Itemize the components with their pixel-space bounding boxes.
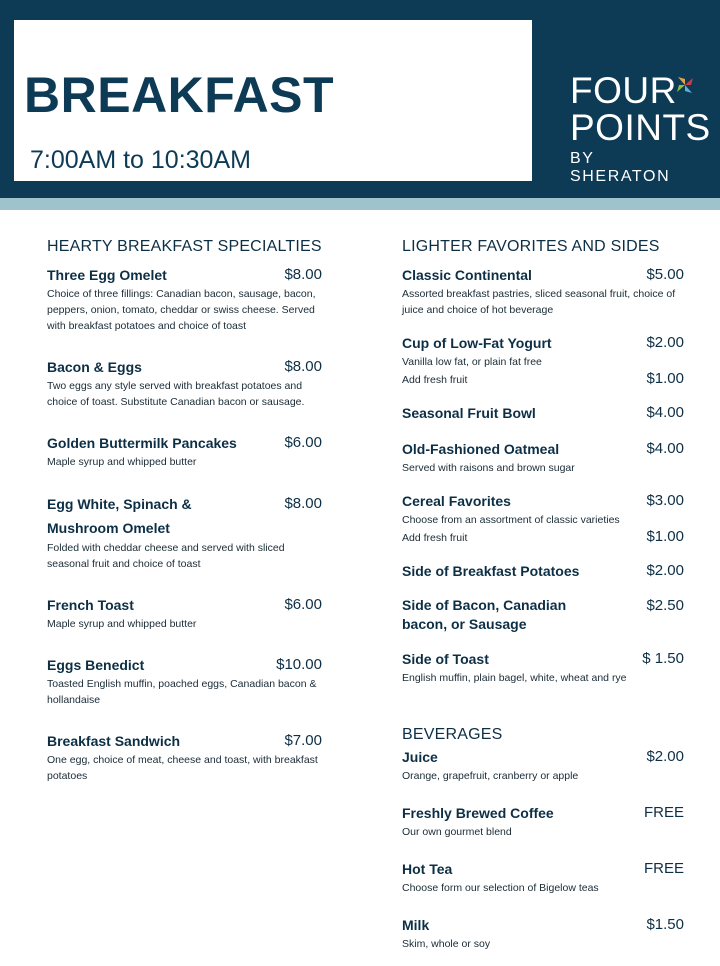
menu-item-breakfast-sandwich xyxy=(47,730,322,784)
menu-item-three-egg-omelet xyxy=(47,264,322,334)
section-title-hearty: HEARTY BREAKFAST SPECIALTIES xyxy=(47,238,322,255)
menu-item-side-toast xyxy=(402,648,684,686)
addon-label: Add fresh fruit xyxy=(402,532,468,544)
accent-band xyxy=(0,198,720,210)
item-price: $8.00 xyxy=(284,266,322,283)
item-price: FREE xyxy=(643,860,684,877)
item-price: $2.50 xyxy=(646,597,684,614)
item-price: FREE xyxy=(643,804,684,821)
menu-item-cereal xyxy=(402,490,684,546)
item-name: French Toast xyxy=(47,597,134,613)
item-price: $4.00 xyxy=(646,404,684,421)
item-description: One egg, choice of meat, cheese and toast, with breakfast potatoes xyxy=(47,754,318,782)
item-price: $6.00 xyxy=(284,596,322,613)
logo-line-four: FOUR xyxy=(570,70,677,111)
item-description: Choice of three fillings: Canadian bacon, sausage, bacon, peppers, onion, tomato, cheddar or swiss cheese. Served with breakfast potatoes and choice of toast xyxy=(47,288,316,332)
hearty-specialties-column xyxy=(47,238,322,806)
item-price: $1.50 xyxy=(646,916,684,933)
item-price: $6.00 xyxy=(284,434,322,451)
item-description: Orange, grapefruit, cranberry or apple xyxy=(402,770,579,782)
addon-price: $1.00 xyxy=(646,528,684,545)
item-description: Two eggs any style served with breakfast potatoes and choice of toast. Substitute Canadian bacon or sausage. xyxy=(47,380,305,408)
item-price: $4.00 xyxy=(646,440,684,457)
menu-item-eggs-benedict xyxy=(47,654,322,708)
item-name: Side of Toast xyxy=(402,651,489,667)
section-title-beverages: BEVERAGES xyxy=(402,726,503,743)
menu-item-french-toast xyxy=(47,594,322,632)
header-banner xyxy=(0,0,720,198)
item-name: Three Egg Omelet xyxy=(47,267,167,283)
item-description: Choose form our selection of Bigelow teas xyxy=(402,882,599,894)
item-name: Cereal Favorites xyxy=(402,493,511,509)
menu-item-fruit-bowl xyxy=(402,402,684,424)
menu-item-juice xyxy=(402,746,684,784)
item-price: $5.00 xyxy=(646,266,684,283)
item-description: Maple syrup and whipped butter xyxy=(47,618,197,630)
menu-item-milk xyxy=(402,914,684,952)
item-name: Side of Bacon, Canadian bacon, or Sausage xyxy=(402,597,567,632)
item-price: $2.00 xyxy=(646,562,684,579)
section-spacer xyxy=(402,700,684,726)
item-name: Old-Fashioned Oatmeal xyxy=(402,441,560,457)
menu-item-oatmeal xyxy=(402,438,684,476)
lighter-favorites-column xyxy=(402,238,684,966)
addon-price: $1.00 xyxy=(646,370,684,387)
item-description: Choose from an assortment of classic varieties xyxy=(402,514,620,526)
addon-label: Add fresh fruit xyxy=(402,374,468,386)
menu-item-bacon-eggs xyxy=(47,356,322,410)
item-name: Cup of Low-Fat Yogurt xyxy=(402,335,552,351)
item-price: $2.00 xyxy=(646,748,684,765)
item-description: Folded with cheddar cheese and served with sliced seasonal fruit and choice of toast xyxy=(47,542,285,570)
item-name: Eggs Benedict xyxy=(47,657,145,673)
item-name: Seasonal Fruit Bowl xyxy=(402,405,536,421)
logo-line-points: POINTS xyxy=(570,107,711,148)
item-price: $8.00 xyxy=(284,495,322,512)
item-name: Classic Continental xyxy=(402,267,532,283)
item-name: Milk xyxy=(402,917,430,933)
service-hours: 7:00AM to 10:30AM xyxy=(30,146,251,174)
menu-item-egg-white-omelet xyxy=(47,492,322,572)
page-title: BREAKFAST xyxy=(24,67,335,123)
item-price: $7.00 xyxy=(284,732,322,749)
item-price: $ 1.50 xyxy=(642,650,684,667)
item-description: Assorted breakfast pastries, sliced seasonal fruit, choice of juice and choice of hot beverage xyxy=(402,288,676,316)
title-box xyxy=(14,20,532,181)
menu-item-hot-tea xyxy=(402,858,684,896)
menu-item-breakfast-potatoes xyxy=(402,560,684,582)
pinwheel-icon xyxy=(676,76,694,94)
item-description: Skim, whole or soy xyxy=(402,938,491,950)
item-name: Hot Tea xyxy=(402,861,453,877)
four-points-logo xyxy=(570,70,711,186)
item-description: Vanilla low fat, or plain fat free xyxy=(402,356,542,368)
logo-line-sheraton: BY SHERATON xyxy=(570,150,671,185)
item-name: Freshly Brewed Coffee xyxy=(402,805,554,821)
menu-item-pancakes xyxy=(47,432,322,470)
item-description: Our own gourmet blend xyxy=(402,826,512,838)
section-title-lighter: LIGHTER FAVORITES AND SIDES xyxy=(402,238,660,255)
item-name: Juice xyxy=(402,749,438,765)
item-price: $8.00 xyxy=(284,358,322,375)
menu-item-yogurt xyxy=(402,332,684,388)
item-name: Side of Breakfast Potatoes xyxy=(402,563,580,579)
item-price: $3.00 xyxy=(646,492,684,509)
item-name: Golden Buttermilk Pancakes xyxy=(47,435,237,451)
item-name: Egg White, Spinach & Mushroom Omelet xyxy=(47,496,192,536)
menu-item-classic-continental xyxy=(402,264,684,318)
menu-item-side-bacon xyxy=(402,596,684,634)
item-description: Served with raisons and brown sugar xyxy=(402,462,575,474)
item-description: English muffin, plain bagel, white, wheat and rye xyxy=(402,672,627,684)
item-name: Breakfast Sandwich xyxy=(47,733,181,749)
item-price: $2.00 xyxy=(646,334,684,351)
item-description: Toasted English muffin, poached eggs, Canadian bacon & hollandaise xyxy=(47,678,317,706)
item-price: $10.00 xyxy=(276,656,322,673)
menu-item-coffee xyxy=(402,802,684,840)
item-description: Maple syrup and whipped butter xyxy=(47,456,197,468)
item-name: Bacon & Eggs xyxy=(47,359,142,375)
